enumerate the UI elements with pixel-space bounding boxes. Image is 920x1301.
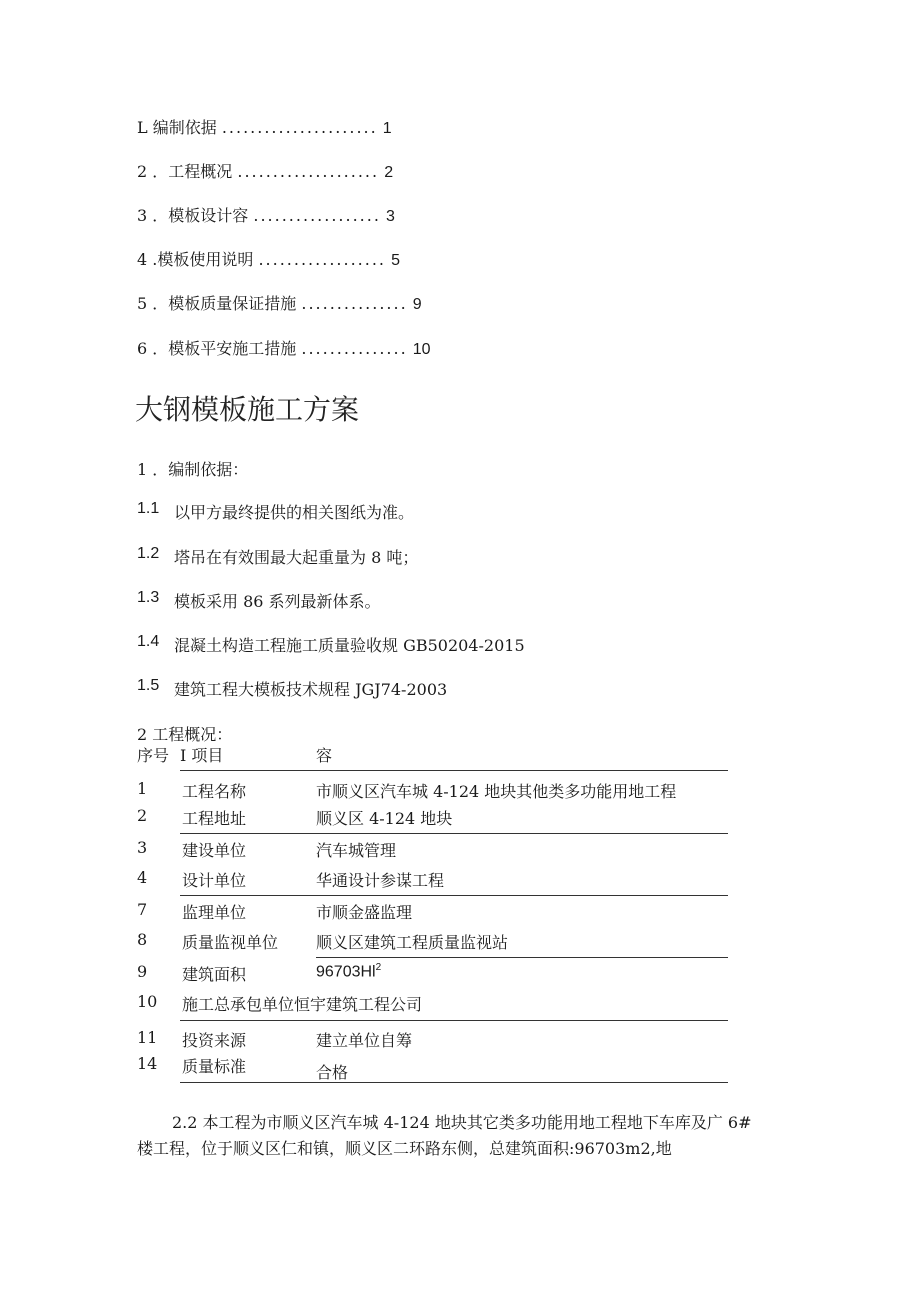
row-number: 1 (137, 779, 148, 798)
section2-heading: 2 工程概况： (137, 725, 233, 744)
row-value: 建立单位自筹 (316, 1031, 413, 1050)
row-number: 8 (137, 930, 148, 949)
row-value: 汽车城管理 (316, 841, 397, 860)
toc-page: 1 (382, 120, 392, 137)
table-rule (180, 1020, 728, 1021)
toc-page: 3 (386, 208, 395, 225)
col-header-item: I 项目 (180, 746, 224, 765)
item-number: 1.4 (137, 633, 160, 650)
col-header-no: 序号 (137, 746, 170, 765)
area-value: 96703Hl (316, 963, 376, 981)
row-value: 华通设计参谋工程 (316, 871, 445, 890)
table-rule (180, 1082, 728, 1083)
item-number: 1.3 (137, 589, 160, 606)
table-rule (316, 957, 728, 958)
row-item: 施工总承包单位恒宇建筑工程公司 (182, 995, 423, 1014)
row-value: 顺义区 4-124 地块 (316, 809, 453, 828)
toc-entry[interactable] (137, 247, 400, 270)
toc-label: 6 ．模板平安施工措施 (137, 339, 297, 358)
toc-entry[interactable] (137, 115, 392, 138)
table-rule (180, 895, 728, 896)
row-number: 11 (137, 1028, 158, 1047)
item-number: 1.5 (137, 677, 160, 694)
paragraph-line: 2.2 本工程为市顺义区汽车城 4-124 地块其它类多功能用地工程地下车库及广 6# (172, 1113, 752, 1132)
row-value: 市顺金盛监理 (316, 903, 413, 922)
row-number: 4 (137, 868, 148, 887)
row-item: 工程地址 (182, 809, 247, 828)
toc-label: 4 .模板使用说明 (137, 250, 254, 269)
item-number: 1.2 (137, 545, 160, 562)
toc-dots: ............... (301, 294, 408, 313)
row-number: 3 (137, 838, 148, 857)
row-value (316, 962, 381, 981)
row-value: 顺义区建筑工程质量监视站 (316, 933, 509, 952)
row-item: 设计单位 (182, 871, 247, 890)
item-number: 1.1 (137, 500, 160, 517)
toc-dots: .................... (237, 162, 380, 181)
toc-entry[interactable] (137, 336, 431, 359)
row-value: 合格 (316, 1063, 349, 1082)
toc-page: 10 (412, 341, 431, 358)
section1-heading: 1 ．编制依据： (137, 460, 249, 479)
row-number: 14 (137, 1054, 158, 1073)
item-text: 以甲方最终提供的相关图纸为准。 (174, 503, 415, 522)
toc-label: 2 ．工程概况 (137, 162, 233, 181)
toc-dots: ............... (301, 339, 408, 358)
table-rule (180, 833, 728, 834)
row-item: 质量标准 (182, 1057, 247, 1076)
toc-dots: .................. (258, 250, 386, 269)
toc-entry[interactable] (137, 291, 422, 314)
row-item: 建筑面积 (182, 965, 247, 984)
toc-entry[interactable] (137, 159, 393, 182)
table-rule (180, 770, 728, 771)
row-number: 2 (137, 806, 148, 825)
toc-entry[interactable] (137, 203, 395, 226)
toc-label: 3 ．模板设计容 (137, 206, 249, 225)
area-unit-superscript: 2 (375, 962, 382, 973)
row-item: 监理单位 (182, 903, 247, 922)
toc-dots: ...................... (221, 118, 378, 137)
row-item: 投资来源 (182, 1031, 247, 1050)
row-value: 市顺义区汽车城 4-124 地块其他类多功能用地工程 (316, 782, 677, 801)
row-item: 建设单位 (182, 841, 247, 860)
item-text: 塔吊在有效围最大起重量为 8 吨； (174, 548, 419, 567)
col-header-content: 容 (316, 746, 333, 765)
toc-dots: .................. (253, 206, 381, 225)
toc-page: 2 (384, 164, 394, 181)
row-number: 10 (137, 992, 158, 1011)
toc-label: 5 ．模板质量保证措施 (137, 294, 297, 313)
row-item: 质量监视单位 (182, 933, 279, 952)
item-text: 混凝土构造工程施工质量验收规 GB50204-2015 (174, 636, 525, 655)
row-item: 工程名称 (182, 782, 247, 801)
toc-label: L 编制依据 (137, 118, 217, 137)
paragraph-line: 楼工程，位于顺义区仁和镇，顺义区二环路东侧，总建筑面积:96703m2,地 (137, 1139, 672, 1158)
row-number: 7 (137, 900, 148, 919)
item-text: 模板采用 86 系列最新体系。 (174, 592, 381, 611)
document-title: 大钢模板施工方案 (135, 393, 360, 426)
toc-page: 5 (391, 252, 400, 269)
row-number: 9 (137, 962, 148, 981)
toc-page: 9 (412, 296, 422, 313)
item-text: 建筑工程大模板技术规程 JGJ74-2003 (174, 680, 448, 699)
